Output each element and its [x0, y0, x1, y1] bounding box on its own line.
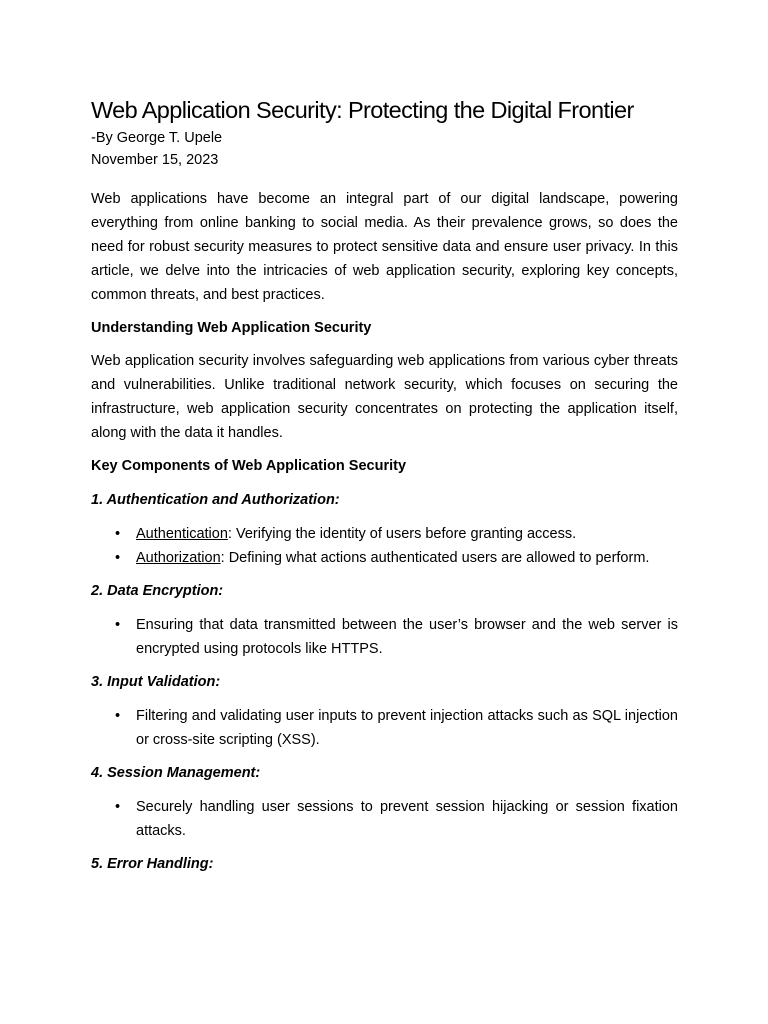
- list-item: [91, 795, 678, 843]
- bullet-icon: •: [115, 708, 121, 724]
- section-heading-key-components: Key Components of Web Application Security: [91, 458, 407, 474]
- bullet-text: Ensuring that data transmitted between the user’s browser and the web server is encrypted using protocols like HTTPS.: [136, 617, 678, 657]
- list-item: [91, 546, 678, 570]
- component-title-authentication: 1. Authentication and Authorization:: [91, 492, 340, 508]
- bullet-icon: •: [115, 550, 121, 566]
- bullet-list-session-management: [91, 795, 678, 843]
- list-item: [91, 704, 678, 752]
- bullet-text: : Defining what actions authenticated users are allowed to perform.: [220, 550, 650, 566]
- bullet-text: Filtering and validating user inputs to prevent injection attacks such as SQL injection or cross-site scripting (XSS).: [136, 708, 678, 748]
- list-item: [91, 522, 678, 546]
- intro-paragraph: Web applications have become an integral part of our digital landscape, powering everything from online banking to social media. As their prevalence grows, so does the need for robust security measures to protect sensitive data and ensure user privacy. In this article, we delve into the intricacies of web application security, exploring key concepts, common threats, and best practices.: [91, 191, 678, 303]
- bullet-icon: •: [115, 526, 121, 542]
- term-authorization: Authorization: [136, 550, 221, 566]
- bullet-list-encryption: [91, 613, 678, 661]
- component-title-input-validation: 3. Input Validation:: [91, 674, 221, 690]
- component-title-session-management: 4. Session Management:: [91, 765, 261, 781]
- document-page: [91, 94, 678, 875]
- document-title: Web Application Security: Protecting the Digital Frontier: [91, 97, 634, 123]
- bullet-icon: •: [115, 799, 121, 815]
- understanding-paragraph: Web application security involves safeguarding web applications from various cyber threats and vulnerabilities. Unlike traditional network security, which focuses on securing the infrastructure, web application security concentrates on protecting the application itself, along with the data it handles.: [91, 353, 678, 441]
- bullet-list-authentication: [91, 522, 678, 570]
- bullet-text: Securely handling user sessions to prevent session hijacking or session fixation attacks.: [136, 799, 678, 839]
- bullet-list-input-validation: [91, 704, 678, 752]
- bullet-text: : Verifying the identity of users before granting access.: [227, 526, 577, 542]
- bullet-icon: •: [115, 617, 121, 633]
- publish-date: November 15, 2023: [91, 152, 219, 168]
- list-item: [91, 613, 678, 661]
- component-title-encryption: 2. Data Encryption:: [91, 583, 224, 599]
- section-heading-understanding: Understanding Web Application Security: [91, 320, 372, 336]
- byline: -By George T. Upele: [91, 130, 223, 146]
- component-title-error-handling: 5. Error Handling:: [91, 856, 214, 872]
- term-authentication: Authentication: [136, 526, 228, 542]
